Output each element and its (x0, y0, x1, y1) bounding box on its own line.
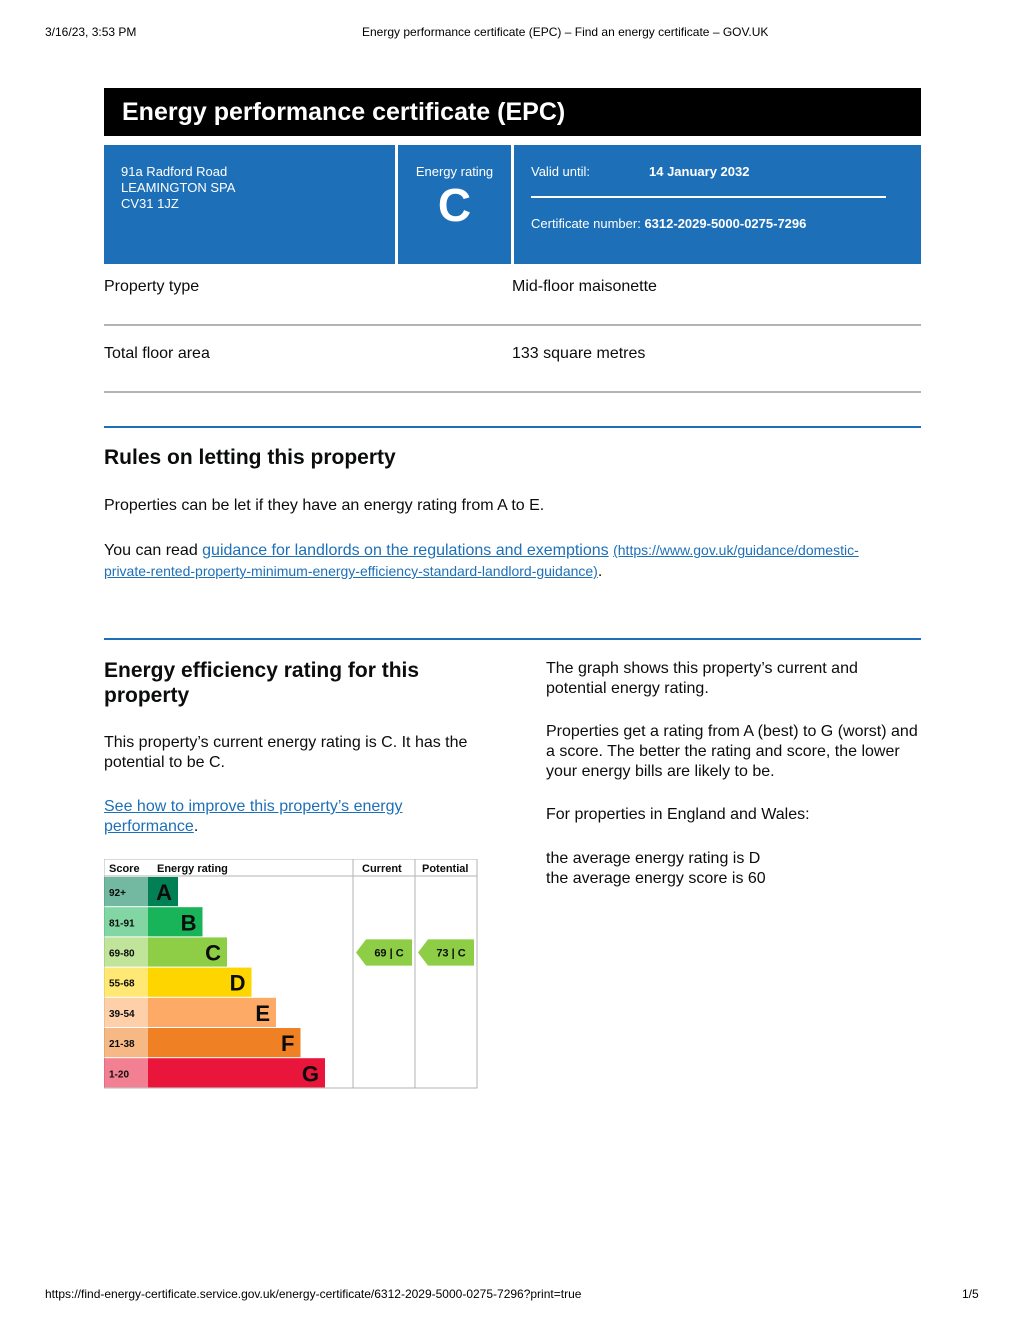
averages (546, 849, 921, 889)
letting-heading: Rules on letting this property (104, 446, 396, 469)
summary-key: Property type (104, 278, 200, 295)
summary-key: Total floor area (104, 345, 210, 362)
summary-row-property-type (104, 258, 921, 326)
property-address (104, 145, 395, 264)
potential-rating-label: 73 | C (436, 947, 466, 960)
band-letter-c: C (205, 940, 221, 966)
score-label-a: 92+ (109, 888, 126, 900)
address-line-2: LEAMINGTON SPA (121, 180, 236, 195)
band-letter-g: G (301, 1061, 319, 1087)
average-rating: the average energy rating is D (546, 850, 761, 867)
band-letter-b: B (180, 910, 197, 936)
certificate-details (514, 145, 921, 264)
efficiency-heading: Energy efficiency rating for this property (104, 659, 420, 707)
rating-explanation: Properties get a rating from A (best) to G (worst) and a score. The better the rating and score, the lower your energy bills are likely to be. (546, 723, 918, 780)
summary-value: Mid-floor maisonette (512, 278, 657, 295)
england-wales-label: For properties in England and Wales: (546, 806, 810, 823)
average-score: the average energy score is 60 (546, 870, 766, 887)
band-letter-d: D (229, 970, 246, 996)
score-label-b: 81-91 (109, 918, 135, 930)
improve-suffix: . (193, 818, 199, 835)
score-label-e: 39-54 (109, 1008, 135, 1020)
energy-rating-box (398, 145, 511, 264)
improve-performance-link[interactable]: See how to improve this property’s energy performance (104, 798, 403, 835)
valid-until-label: Valid until: (531, 164, 591, 179)
certificate-number-label: Certificate number: (531, 216, 641, 231)
band-letter-f: F (281, 1031, 295, 1057)
improve-paragraph (104, 797, 464, 837)
print-datetime: 3/16/23, 3:53 PM (45, 25, 137, 39)
valid-until-value: 14 January 2032 (649, 164, 750, 179)
band-letter-e: E (255, 1000, 270, 1026)
header-current: Current (362, 863, 402, 875)
letting-paragraph: Properties can be let if they have an energy rating from A to E. (104, 497, 545, 514)
energy-rating-chart (104, 859, 480, 1091)
certificate-divider (531, 196, 886, 198)
band-bar-g (148, 1058, 325, 1087)
section-divider (104, 638, 921, 640)
graph-explanation: The graph shows this property’s current and potential energy rating. (546, 660, 858, 697)
score-label-f: 21-38 (109, 1039, 135, 1051)
guidance-suffix: . (597, 563, 603, 580)
print-page-title: Energy performance certificate (EPC) – Find an energy certificate – GOV.UK (362, 25, 769, 39)
letting-guidance-paragraph (104, 540, 894, 582)
efficiency-current-text: This property’s current energy rating is C. It has the potential to be C. (104, 734, 468, 771)
guidance-url-link[interactable]: (https://www.gov.uk/guidance/domestic-private-rented-property-minimum-energy-efficiency-standard-landlord-guidance) (104, 542, 859, 579)
header-potential: Potential (422, 863, 469, 875)
energy-rating-label: Energy rating (415, 164, 494, 179)
band-letter-a: A (156, 880, 172, 906)
guidance-link[interactable]: guidance for landlords on the regulations and exemptions (202, 542, 609, 559)
section-divider (104, 426, 921, 428)
score-label-c: 69-80 (109, 948, 135, 960)
print-url: https://find-energy-certificate.service.gov.uk/energy-certificate/6312-2029-5000-0275-7296?print=true (45, 1287, 582, 1301)
band-bar-f (148, 1028, 301, 1057)
summary-row-floor-area (104, 325, 921, 393)
address-postcode: CV31 1JZ (121, 196, 179, 211)
print-page-number: 1/5 (962, 1287, 979, 1301)
current-rating-label: 69 | C (374, 947, 404, 960)
certificate-number-value: 6312-2029-5000-0275-7296 (644, 216, 807, 231)
header-score: Score (109, 863, 140, 875)
certificate-heading: Energy performance certificate (EPC) (104, 88, 921, 136)
score-label-d: 55-68 (109, 978, 135, 990)
header-energy-rating: Energy rating (157, 863, 228, 875)
score-label-g: 1-20 (109, 1069, 130, 1081)
guidance-prefix: You can read (104, 542, 203, 559)
address-line-1: 91a Radford Road (121, 164, 228, 179)
energy-rating-letter: C (437, 179, 472, 231)
summary-value: 133 square metres (512, 345, 646, 362)
